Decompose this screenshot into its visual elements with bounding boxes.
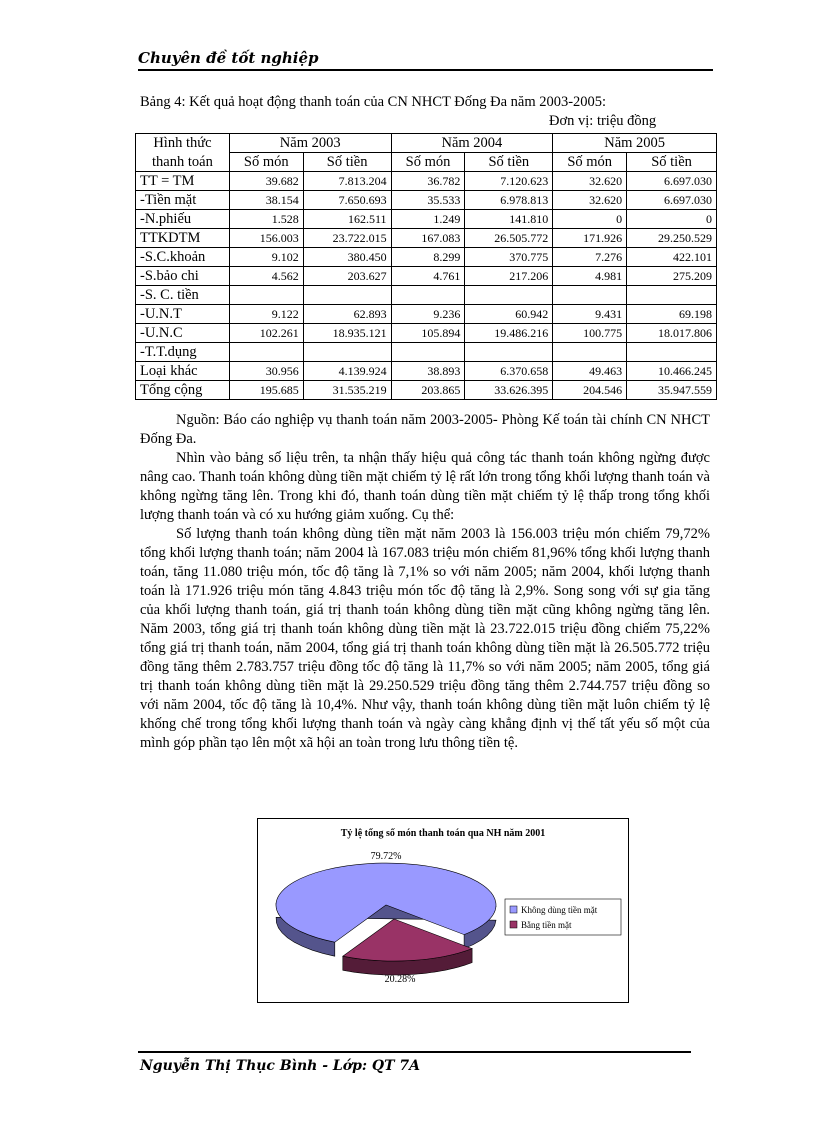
row-label: TT = TM [136, 172, 230, 191]
chart-title: Tỷ lệ tổng số món thanh toán qua NH năm 2001 [340, 828, 546, 839]
row-value: 32.620 [553, 191, 627, 210]
row-label: -Tiền mặt [136, 191, 230, 210]
header-year-2004: Năm 2004 [391, 134, 553, 153]
row-value: 1.528 [229, 210, 303, 229]
legend-swatch [510, 906, 517, 913]
data-label: 79.72% [370, 851, 402, 862]
row-value: 18.935.121 [303, 324, 391, 343]
row-value: 23.722.015 [303, 229, 391, 248]
row-value: 7.650.693 [303, 191, 391, 210]
header-year-2003: Năm 2003 [229, 134, 391, 153]
row-value: 0 [627, 210, 717, 229]
row-value: 9.122 [229, 305, 303, 324]
row-value [553, 286, 627, 305]
row-value: 33.626.395 [465, 381, 553, 400]
row-value: 9.236 [391, 305, 465, 324]
row-value: 9.102 [229, 248, 303, 267]
row-value: 102.261 [229, 324, 303, 343]
row-value: 4.139.924 [303, 362, 391, 381]
paragraph-2: Số lượng thanh toán không dùng tiền mặt năm 2003 là 156.003 triệu món chiếm 79,72% tổng khối lượng thanh toán; năm 2004 là 167.083 triệu món chiếm 81,96% tổng khối lượng thanh toán, tăng 11.080 triệu món, tốc độ tăng là 7,1% so với năm 2005; năm 2004, khối lượng thanh toán là 171.926 triệu món tăng 4.843 triệu món tốc độ tăng là 2,9%. Song song với sự gia tăng của khối lượng thanh toán, giá trị thanh toán không dùng tiền mặt cũng không ngừng tăng lên. Năm 2003, tổng giá trị thanh toán không dùng tiền mặt là 23.722.015 triệu đồng chiếm 75,22% tổng giá trị thanh toán, năm 2004, tổng giá trị thanh toán không dùng tiền mặt là 26.505.772 triệu đồng tăng thêm 2.783.757 triệu đồng tốc độ tăng là 11,7% so với năm 2005; năm 2005, tổng giá trị thanh toán không dùng tiền mặt là 29.250.529 triệu đồng tăng thêm 2.744.757 triệu đồng so với năm 2004, tốc độ tăng là 10,4%. Như vậy, thanh toán không dùng tiền mặt luôn chiếm tỷ lệ khống chế trong tổng khối lượng thanh toán và ngày càng khẳng định vị thế tất yếu số một của mình góp phần tạo lên một xã hội an toàn trong lưu thông tiền tệ. [140, 526, 710, 751]
table-row [136, 324, 717, 343]
row-value [465, 343, 553, 362]
row-value: 422.101 [627, 248, 717, 267]
row-value: 26.505.772 [465, 229, 553, 248]
row-value [229, 343, 303, 362]
subheader-count: Số món [553, 153, 627, 172]
subheader-amount: Số tiền [303, 153, 391, 172]
row-value: 0 [553, 210, 627, 229]
row-label: -S.bảo chi [136, 267, 230, 286]
paragraph-1: Nhìn vào bảng số liệu trên, ta nhận thấy hiệu quả công tác thanh toán không ngừng được nâng cao. Thanh toán không dùng tiền mặt chiếm tỷ lệ rất lớn trong tổng khối lượng thanh toán và không ngừng tăng lên. Trong khi đó, thanh toán dùng tiền mặt chiếm tỷ lệ thấp trong tổng khối lượng thanh toán và có xu hướng giảm xuống. Cụ thể: [140, 450, 710, 523]
table-row [136, 172, 717, 191]
row-value: 69.198 [627, 305, 717, 324]
row-value: 203.865 [391, 381, 465, 400]
body-text [140, 411, 710, 753]
header-form-2: thanh toán [136, 153, 230, 172]
header-form-1: Hình thức [136, 134, 230, 153]
row-label: -U.N.T [136, 305, 230, 324]
row-value: 217.206 [465, 267, 553, 286]
row-value: 6.697.030 [627, 191, 717, 210]
row-value [303, 343, 391, 362]
source-note: Nguồn: Báo cáo nghiệp vụ thanh toán năm 2003-2005- Phòng Kế toán tài chính CN NHCT Đống Đa. [140, 412, 710, 447]
row-value: 4.761 [391, 267, 465, 286]
row-value [303, 286, 391, 305]
row-value: 380.450 [303, 248, 391, 267]
row-value: 38.154 [229, 191, 303, 210]
row-value [391, 286, 465, 305]
row-value [627, 343, 717, 362]
table-unit: Đơn vị: triệu đồng [549, 113, 657, 129]
row-value: 7.120.623 [465, 172, 553, 191]
table-row [136, 381, 717, 400]
table-row [136, 267, 717, 286]
row-value: 156.003 [229, 229, 303, 248]
legend-label: Không dùng tiền mặt [521, 905, 598, 915]
row-value: 203.627 [303, 267, 391, 286]
row-value: 60.942 [465, 305, 553, 324]
row-value: 35.533 [391, 191, 465, 210]
row-value: 105.894 [391, 324, 465, 343]
table-row [136, 210, 717, 229]
subheader-amount: Số tiền [465, 153, 553, 172]
row-label: Loại khác [136, 362, 230, 381]
row-value: 6.370.658 [465, 362, 553, 381]
row-value: 275.209 [627, 267, 717, 286]
row-value: 1.249 [391, 210, 465, 229]
row-value [553, 343, 627, 362]
row-label: TTKDTM [136, 229, 230, 248]
row-value: 204.546 [553, 381, 627, 400]
subheader-count: Số món [391, 153, 465, 172]
row-value: 32.620 [553, 172, 627, 191]
table-row [136, 305, 717, 324]
row-label: -N.phiếu [136, 210, 230, 229]
row-label: -S. C. tiền [136, 286, 230, 305]
row-value: 4.562 [229, 267, 303, 286]
header-rule [138, 69, 713, 71]
row-value: 39.682 [229, 172, 303, 191]
row-value: 36.782 [391, 172, 465, 191]
page-header: Chuyên đề tốt nghiệp [138, 49, 319, 67]
row-value: 18.017.806 [627, 324, 717, 343]
row-value: 9.431 [553, 305, 627, 324]
footer-rule [138, 1051, 691, 1053]
table-caption: Bảng 4: Kết quả hoạt động thanh toán của CN NHCT Đống Đa năm 2003-2005: [140, 94, 607, 110]
row-value: 4.981 [553, 267, 627, 286]
row-value: 49.463 [553, 362, 627, 381]
page-footer: Nguyễn Thị Thục Bình - Lớp: QT 7A [140, 1058, 420, 1074]
row-value: 6.697.030 [627, 172, 717, 191]
row-value: 62.893 [303, 305, 391, 324]
row-value: 10.466.245 [627, 362, 717, 381]
row-label: Tổng cộng [136, 381, 230, 400]
header-year-2005: Năm 2005 [553, 134, 717, 153]
subheader-amount: Số tiền [627, 153, 717, 172]
row-label: -U.N.C [136, 324, 230, 343]
row-value: 6.978.813 [465, 191, 553, 210]
row-value: 7.813.204 [303, 172, 391, 191]
row-value: 31.535.219 [303, 381, 391, 400]
row-value: 162.511 [303, 210, 391, 229]
row-value: 38.893 [391, 362, 465, 381]
row-value: 195.685 [229, 381, 303, 400]
legend-label: Bằng tiền mặt [521, 920, 572, 930]
row-label: -T.T.dụng [136, 343, 230, 362]
row-value: 30.956 [229, 362, 303, 381]
row-value: 100.775 [553, 324, 627, 343]
row-value: 8.299 [391, 248, 465, 267]
table-row [136, 286, 717, 305]
row-value: 141.810 [465, 210, 553, 229]
table-row [136, 229, 717, 248]
table-row [136, 343, 717, 362]
row-value [627, 286, 717, 305]
subheader-count: Số món [229, 153, 303, 172]
row-label: -S.C.khoản [136, 248, 230, 267]
payment-table [135, 133, 717, 400]
pie-chart [257, 818, 629, 1003]
row-value [229, 286, 303, 305]
row-value: 35.947.559 [627, 381, 717, 400]
legend-swatch [510, 921, 517, 928]
row-value: 370.775 [465, 248, 553, 267]
data-label: 20.28% [384, 974, 416, 985]
row-value: 7.276 [553, 248, 627, 267]
row-value: 29.250.529 [627, 229, 717, 248]
row-value: 171.926 [553, 229, 627, 248]
table-row [136, 191, 717, 210]
table-row [136, 362, 717, 381]
row-value: 167.083 [391, 229, 465, 248]
row-value: 19.486.216 [465, 324, 553, 343]
table-row [136, 248, 717, 267]
row-value [391, 343, 465, 362]
row-value [465, 286, 553, 305]
